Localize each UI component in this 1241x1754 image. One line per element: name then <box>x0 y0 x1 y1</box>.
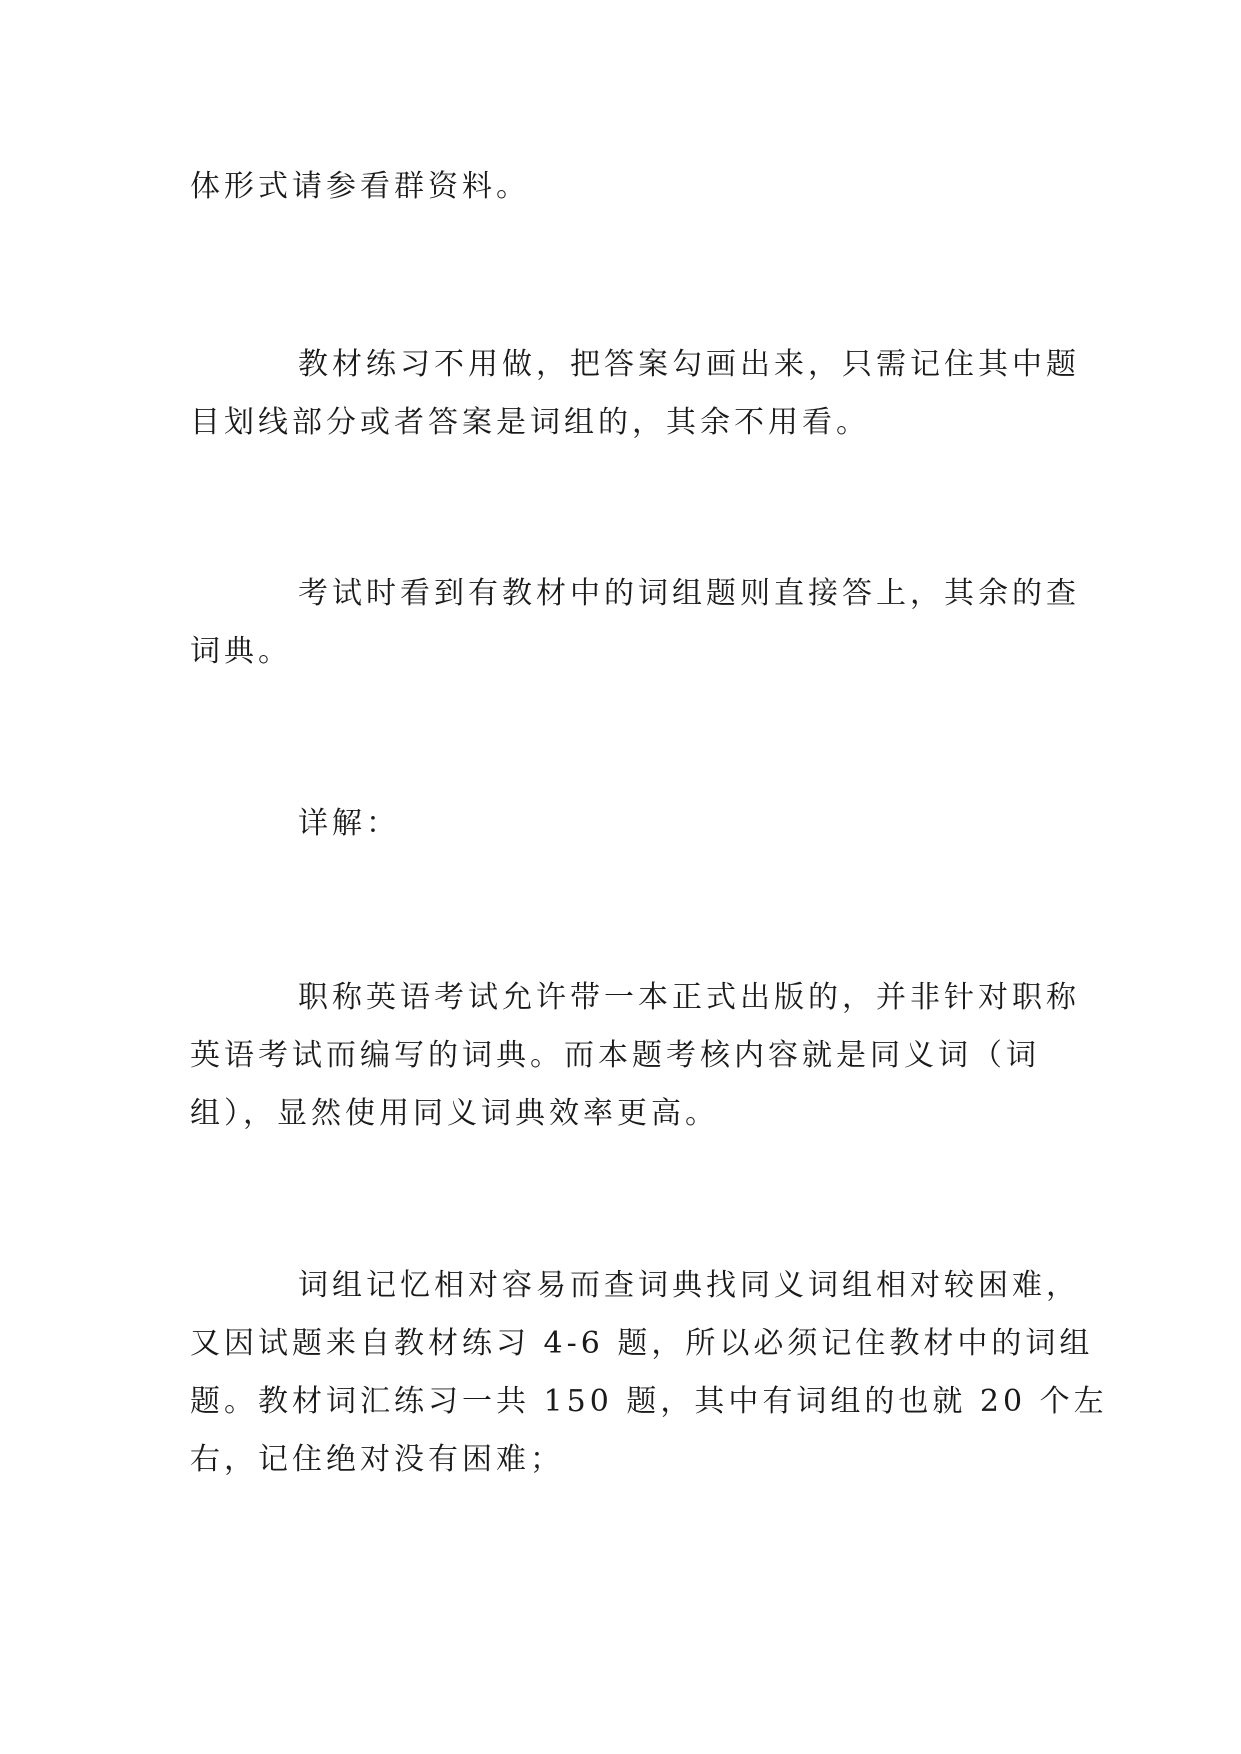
section-heading-details <box>190 795 1050 853</box>
text-line: 又因试题来自教材练习 4-6 题，所以必须记住教材中的词组 <box>190 1326 1094 1361</box>
text-line: 英语考试而编写的词典。而本题考核内容就是同义词（词 <box>190 1038 1040 1073</box>
text-line: 详解： <box>298 806 400 841</box>
text-line: 题。教材词汇练习一共 150 题，其中有词组的也就 20 个左 <box>190 1384 1108 1419</box>
text-line: 考试时看到有教材中的词组题则直接答上，其余的查 <box>298 576 1080 611</box>
text-line: 词典。 <box>190 634 292 669</box>
paragraph-exam-tip <box>190 565 1080 681</box>
paragraph-phrase-memory <box>190 1257 1108 1489</box>
text-line: 职称英语考试允许带一本正式出版的，并非针对职称 <box>298 980 1080 1015</box>
paragraph-exercise-instructions <box>190 336 1080 452</box>
text-line: 右，记住绝对没有困难； <box>190 1442 564 1477</box>
paragraph-continuation <box>190 158 1050 216</box>
paragraph-dictionary-rule <box>190 969 1080 1143</box>
text-line: 体形式请参看群资料。 <box>190 169 530 204</box>
text-line: 组），显然使用同义词典效率更高。 <box>190 1096 719 1131</box>
text-line: 词组记忆相对容易而查词典找同义词组相对较困难， <box>298 1268 1080 1303</box>
text-line: 教材练习不用做，把答案勾画出来，只需记住其中题 <box>298 347 1080 382</box>
text-line: 目划线部分或者答案是词组的，其余不用看。 <box>190 405 870 440</box>
